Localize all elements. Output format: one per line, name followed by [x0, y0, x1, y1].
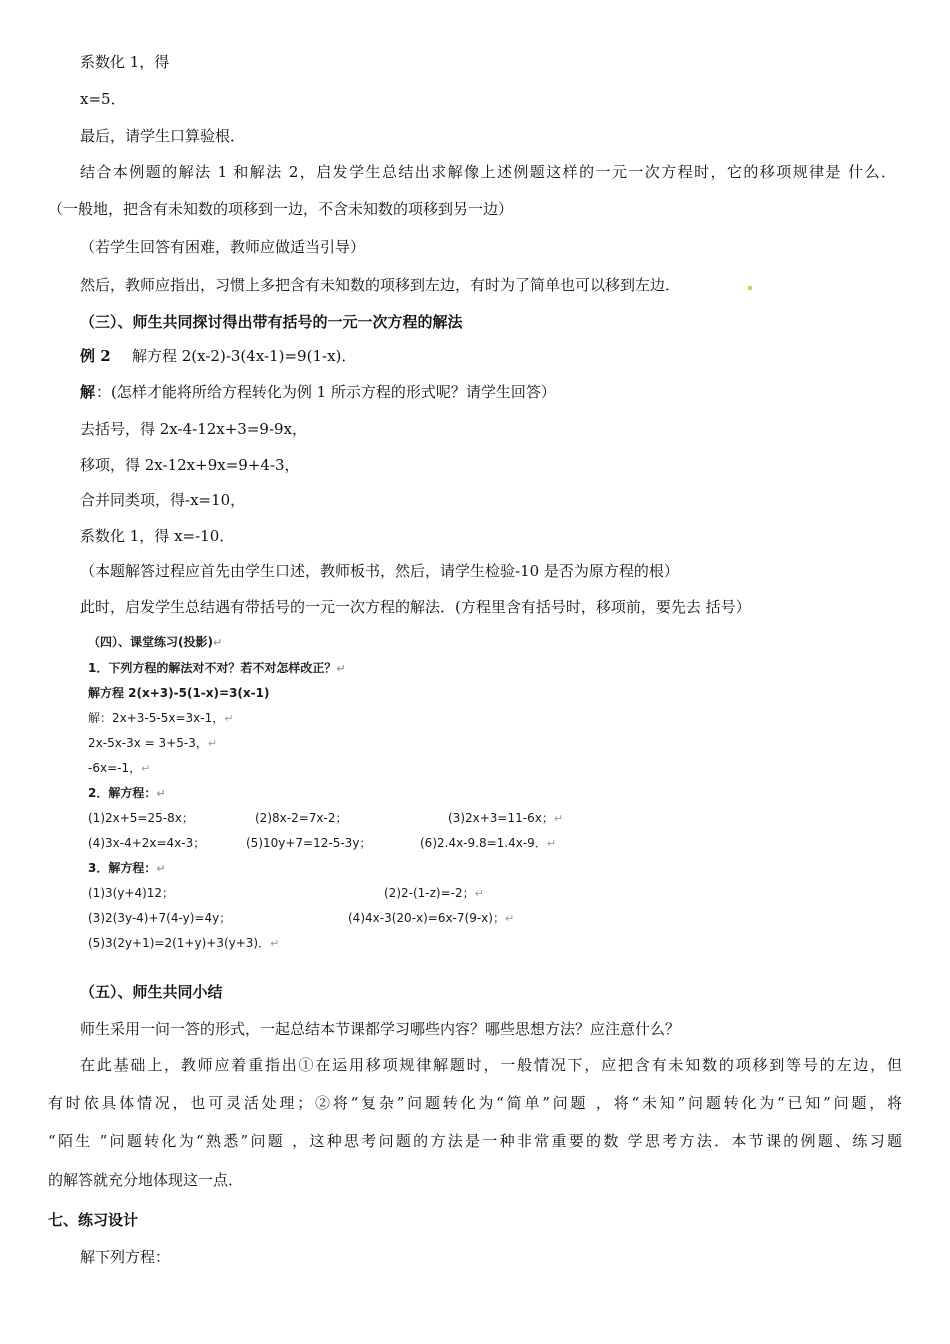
exercise-q2-item: (2)8x-2=7x-2；: [255, 811, 348, 825]
text-line: 系数化 1，得 x=-10．: [80, 527, 235, 545]
exercise-q3-text: 3．解方程：: [88, 861, 157, 875]
text-line: “陌生 ”问题转化为“熟悉”问题 ，这种思考问题的方法是一种非常重要的数 学思考方法．本节课的例题、练习题: [48, 1132, 902, 1150]
return-mark-icon: ↵: [224, 712, 234, 725]
text-line: 有时依具体情况，也可灵活处理；②将“复杂”问题转化为“简单”问题 ，将“未知”问题转化为“已知”问题，将: [48, 1094, 902, 1112]
solution-label: 解: [80, 383, 96, 401]
exercise-q2-item: [420, 835, 556, 852]
exercise-q1-text: 1．下列方程的解法对不对？若不对怎样改正？: [88, 661, 337, 675]
return-mark-icon: ↵: [474, 887, 484, 900]
return-mark-icon: ↵: [156, 862, 166, 875]
exercise-q3-item: (1)3(y+4)12；: [88, 886, 175, 900]
exercise-q1-step: [88, 710, 233, 727]
exercise-q3-item: [384, 885, 484, 902]
exercise-q2-item: (4)3x-4+2x=4x-3；: [88, 836, 206, 850]
exercise-q3-item: (3)2(3y-4)+7(4-y)=4y；: [88, 911, 232, 925]
return-mark-icon: ↵: [207, 737, 218, 750]
text-line: 然后，教师应指出，习惯上多把含有未知数的项移到左边，有时为了简单也可以移到左边．: [80, 276, 681, 294]
exercise-q1-step-text: 解：2x+3-5-5x=3x-1，: [88, 711, 225, 725]
exercise-q3-item-text: (4)4x-3(20-x)=6x-7(9-x)；: [348, 911, 505, 925]
exercise-q3: [88, 860, 166, 877]
exercise-q3-item: [348, 910, 514, 927]
text-line: （本题解答过程应首先由学生口述，教师板书，然后，请学生检验-10 是否为原方程的根）: [80, 562, 679, 580]
text-line: 系数化 1，得: [80, 53, 170, 71]
text-line: 此时，启发学生总结遇有带括号的一元一次方程的解法．(方程里含有括号时，移项前，要先去 括号）: [80, 598, 751, 616]
exercise-q1-step-text: -6x=-1，: [88, 761, 142, 775]
exercise-title-text: （四）、课堂练习(投影): [88, 635, 213, 649]
exercise-q2-item: (5)10y+7=12-5-3y；: [246, 836, 372, 850]
return-mark-icon: ↵: [546, 837, 557, 850]
exercise-q2-item-text: (3)2x+3=11-6x；: [448, 811, 554, 825]
text-line: 师生采用一问一答的形式，一起总结本节课都学习哪些内容？哪些思想方法？应注意什么？: [80, 1020, 681, 1038]
exercise-q1: [88, 660, 346, 677]
text-line: （若学生回答有困难，教师应做适当引导）: [80, 238, 366, 256]
return-mark-icon: ↵: [553, 812, 564, 825]
exercise-q1-step: [88, 760, 150, 777]
section-heading: （三）、师生共同探讨得出带有括号的一元一次方程的解法: [80, 313, 463, 331]
return-mark-icon: ↵: [141, 762, 151, 775]
return-mark-icon: ↵: [156, 787, 166, 800]
highlight-mark: [748, 286, 752, 290]
section-heading: （五）、师生共同小结: [80, 983, 223, 1001]
text-line: 移项，得 2x-12x+9x=9+4-3，: [80, 456, 300, 474]
exercise-q1-equation: [88, 685, 269, 701]
exercise-title: [88, 634, 222, 651]
text-line: 的解答就充分地体现这一点．: [48, 1171, 244, 1189]
text-line: 结合本例题的解法 1 和解法 2，启发学生总结出求解像上述例题这样的一元一次方程时，它的移项规律是 什么．: [80, 163, 896, 181]
text-line: x=5．: [80, 90, 126, 108]
exercise-q3-item-text: (5)3(2y+1)=2(1+y)+3(y+3)．: [88, 936, 271, 950]
exercise-q2-item: (1)2x+5=25-8x；: [88, 811, 194, 825]
exercise-q2: [88, 785, 166, 802]
text-line: （一般地，把含有未知数的项移到一边，不含未知数的项移到另一边）: [48, 200, 514, 218]
text-line: 解方程 2(x-2)-3(4x-1)=9(1-x)．: [132, 347, 357, 365]
example-label: 例 2: [80, 347, 111, 365]
return-mark-icon: ↵: [504, 912, 515, 925]
text-line: 最后，请学生口算验根．: [80, 127, 246, 145]
exercise-q1-step: [88, 735, 217, 752]
return-mark-icon: ↵: [270, 937, 280, 950]
text-line: 在此基础上，教师应着重指出①在运用移项规律解题时，一般情况下，应把含有未知数的项移到等号的左边，但: [80, 1056, 902, 1074]
text-line: 合并同类项，得-x=10，: [80, 491, 246, 509]
exercise-q1-step-text: 2x-5x-3x = 3+5-3，: [88, 736, 208, 750]
text-line: 去括号，得 2x-4-12x+3=9-9x，: [80, 420, 308, 438]
exercise-q2-item: [448, 810, 563, 827]
exercise-q1-equation-text: 解方程 2(x+3)-5(1-x)=3(x-1): [88, 686, 270, 700]
section-heading: 七、练习设计: [48, 1211, 139, 1229]
exercise-q2-item-text: (6)2.4x-9.8=1.4x-9．: [420, 836, 547, 850]
exercise-q2-text: 2．解方程：: [88, 786, 157, 800]
return-mark-icon: ↵: [212, 636, 223, 649]
return-mark-icon: ↵: [336, 662, 346, 675]
exercise-image: [80, 632, 600, 954]
text-line: 解下列方程：: [80, 1248, 171, 1266]
exercise-q3-item: [88, 935, 279, 952]
text-line: ：(怎样才能将所给方程转化为例 1 所示方程的形式呢？请学生回答）: [96, 383, 556, 401]
exercise-q3-item-text: (2)2-(1-z)=-2；: [384, 886, 475, 900]
